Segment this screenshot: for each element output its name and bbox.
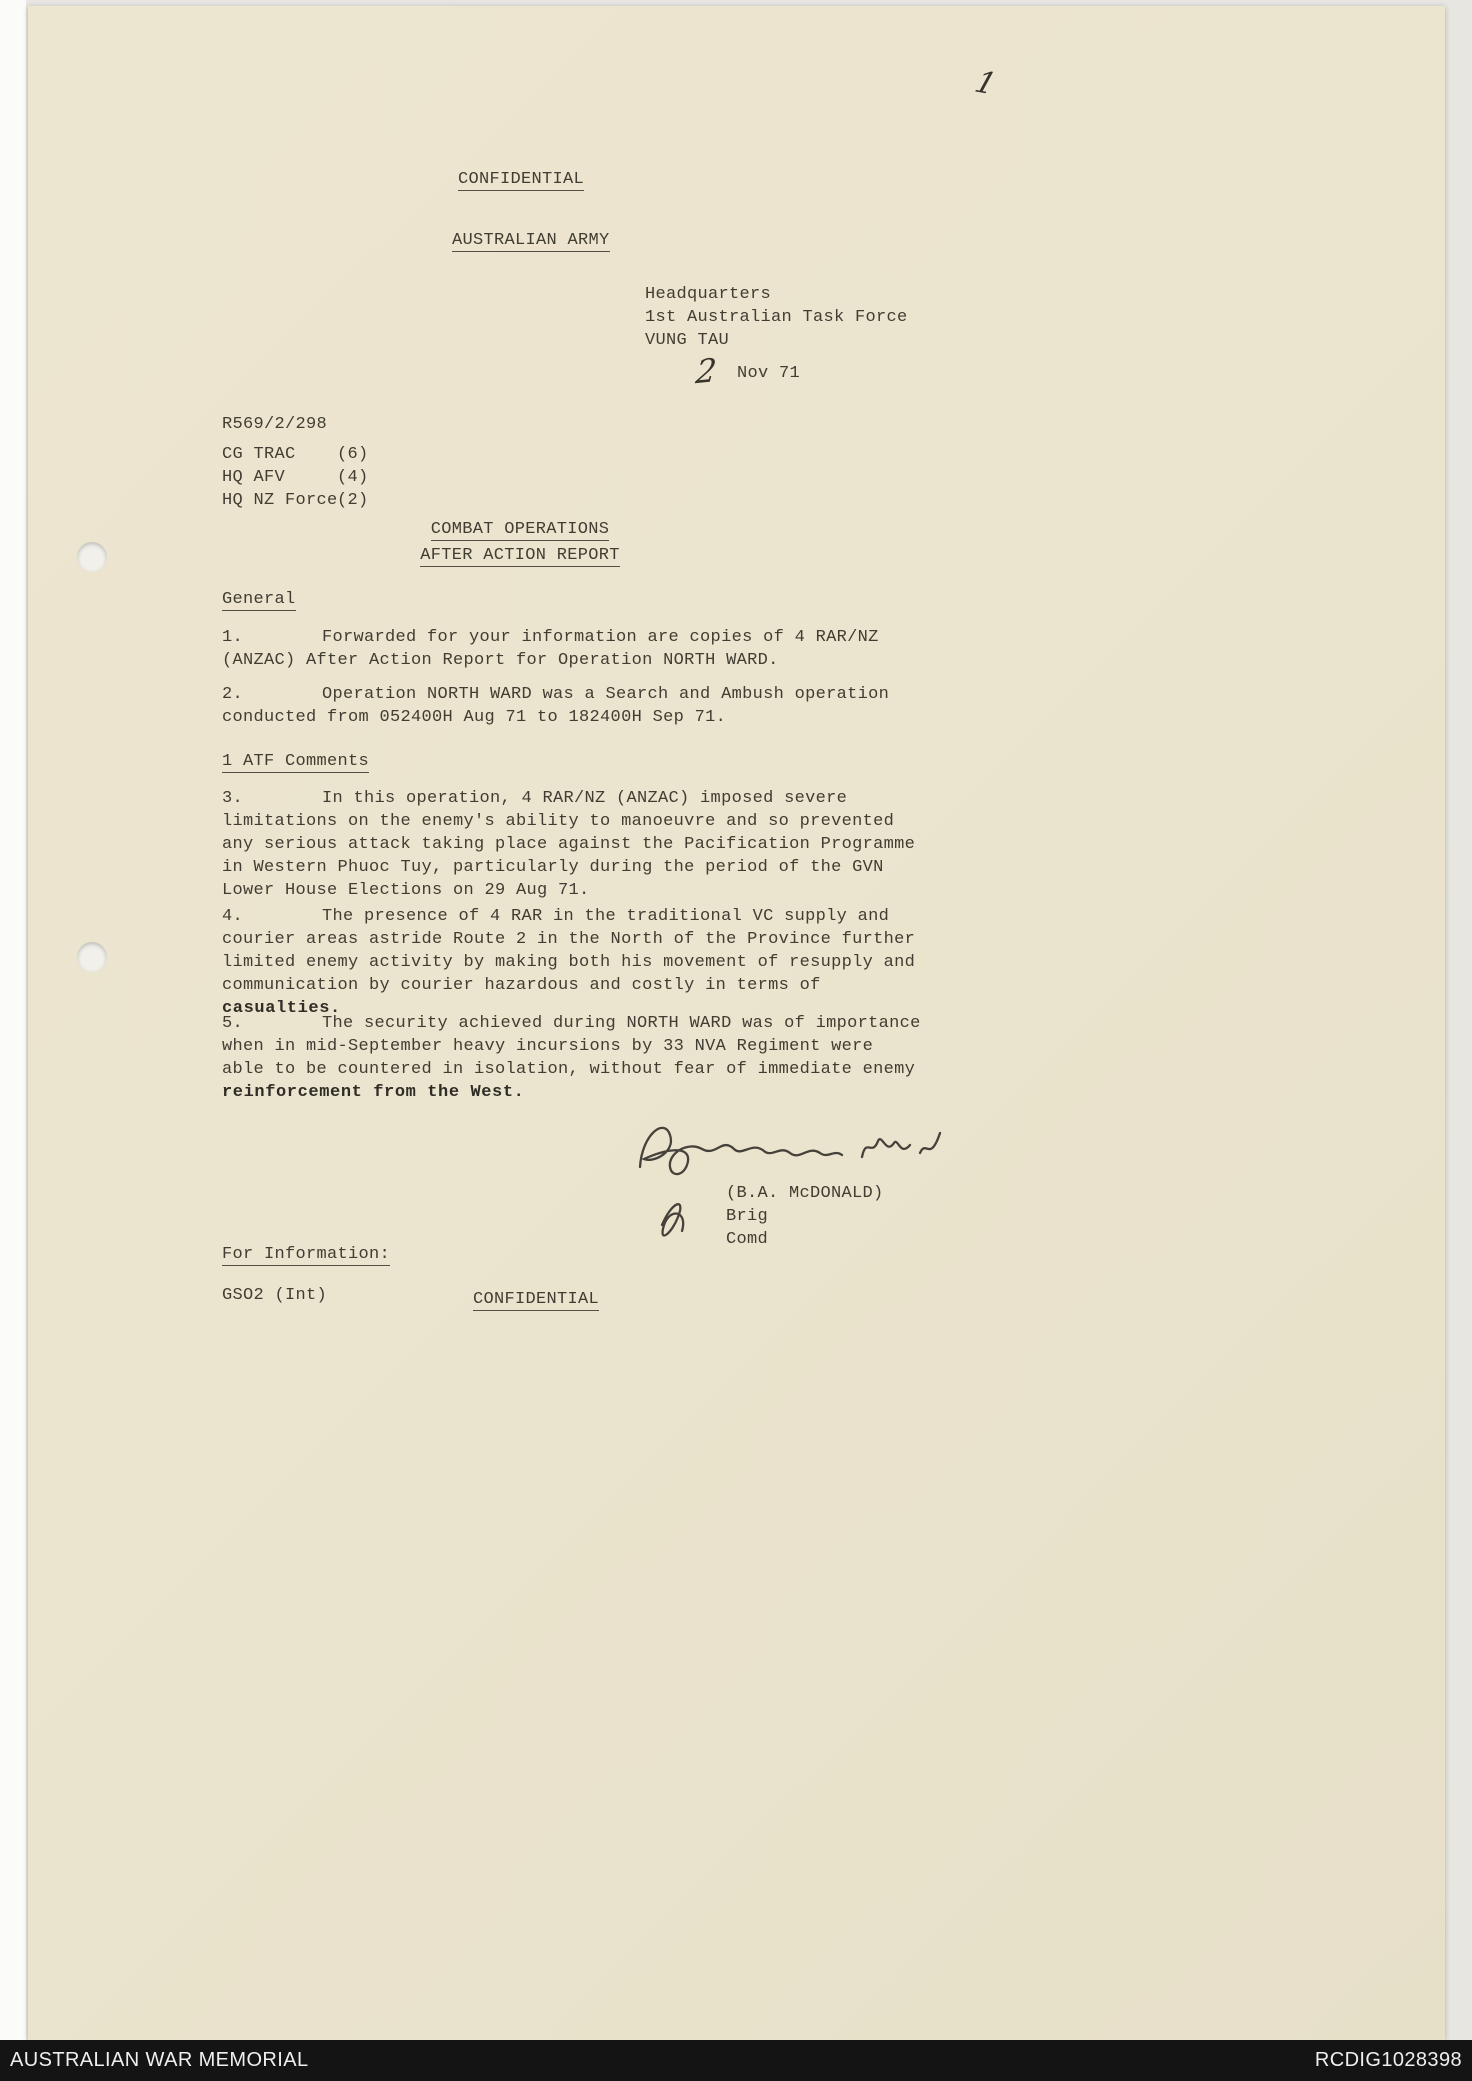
paragraph-text: The presence of 4 RAR in the traditional VC supply and courier areas astride Route 2 in the North of the Province further limited enemy activity by making both his movement of resupply and communication by courier hazardous and costly in terms of (222, 907, 916, 995)
paragraph-body (222, 683, 922, 729)
distribution-row (222, 443, 369, 466)
paragraph-5 (222, 1012, 922, 1104)
paragraph-4 (222, 905, 922, 1020)
distribution-row (222, 466, 369, 489)
document-title (360, 518, 680, 570)
archive-id: RCDIG1028398 (1314, 2049, 1462, 2071)
letterhead-line-3: VUNG TAU (645, 331, 730, 350)
paragraph-text: Forwarded for your information are copies of 4 RAR/NZ (ANZAC) After Action Report for Operation NORTH WARD. (222, 628, 879, 670)
distribution-copies: (2) (337, 491, 369, 510)
paragraph-body (222, 626, 922, 672)
section-heading-general (222, 588, 296, 611)
classification-footer (473, 1288, 599, 1311)
signatory-name: (B.A. McDONALD) (726, 1184, 884, 1203)
signatory-appointment: Comd (726, 1230, 769, 1249)
classification-footer-text: CONFIDENTIAL (473, 1290, 600, 1309)
distribution-unit: HQ NZ Force (222, 491, 338, 510)
letterhead-line-1: Headquarters (645, 285, 772, 304)
paragraph-number: 1. (222, 628, 244, 647)
distribution-unit: HQ AFV (222, 468, 286, 487)
paragraph-bold-text: casualties. (222, 999, 341, 1018)
distribution-copies: (6) (337, 445, 369, 464)
for-information-label (222, 1243, 390, 1266)
army-header-text: AUSTRALIAN ARMY (452, 231, 610, 250)
paragraph-text: In this operation, 4 RAR/NZ (ANZAC) imposed severe limitations on the enemy's ability to manoeuvre and so prevented any serious attack taking place against the Pacification Programme in Western Phuoc Tuy, particularly during the period of the GVN Lower House Elections on 29 Aug 71. (222, 789, 916, 900)
distribution-row (222, 489, 369, 512)
signature-block (726, 1182, 884, 1251)
section-heading-atf-comments (222, 750, 369, 773)
handwritten-page-number: 1 (970, 65, 1001, 102)
handwritten-date-day: 2 (694, 350, 719, 392)
paragraph-2 (222, 683, 922, 729)
distribution-copies: (4) (337, 468, 369, 487)
paragraph-body (222, 787, 922, 902)
paragraph-1 (222, 626, 922, 672)
paragraph-bold-text: reinforcement from the West. (222, 1083, 525, 1102)
signatory-rank: Brig (726, 1207, 769, 1226)
distribution-list (222, 443, 369, 512)
hole-punch-bottom (77, 942, 107, 972)
for-information-value: GSO2 (Int) (222, 1286, 328, 1305)
paragraph-number: 4. (222, 907, 244, 926)
paragraph-body (222, 905, 922, 1020)
archive-name: AUSTRALIAN WAR MEMORIAL (10, 2049, 309, 2071)
hole-punch-top (77, 542, 107, 572)
paragraph-number: 2. (222, 685, 244, 704)
letterhead (645, 283, 908, 352)
document-title-line-2: AFTER ACTION REPORT (420, 546, 620, 565)
classification-header-text: CONFIDENTIAL (458, 170, 585, 189)
reference-number: R569/2/298 (222, 415, 328, 434)
distribution-unit: CG TRAC (222, 445, 296, 464)
for-information-label-text: For Information: (222, 1245, 391, 1264)
army-header (452, 229, 610, 252)
paragraph-body (222, 1012, 922, 1104)
paragraph-number: 5. (222, 1014, 244, 1033)
paragraph-text: The security achieved during NORTH WARD was of importance when in mid-September heavy incursions by 33 NVA Regiment were able to be countered in isolation, without fear of immediate enemy (222, 1014, 921, 1079)
archive-footer-bar (0, 2040, 1472, 2081)
section-heading-general-text: General (222, 590, 296, 609)
letterhead-line-2: 1st Australian Task Force (645, 308, 908, 327)
document-title-line-1: COMBAT OPERATIONS (430, 520, 610, 539)
classification-header (458, 168, 584, 191)
scanner-background-strip (0, 0, 26, 2081)
paragraph-number: 3. (222, 789, 244, 808)
paragraph-text: Operation NORTH WARD was a Search and Ambush operation conducted from 052400H Aug 71 to 182400H Sep 71. (222, 685, 890, 727)
date-text: Nov 71 (737, 364, 801, 383)
section-heading-atf-comments-text: 1 ATF Comments (222, 752, 370, 771)
paragraph-3 (222, 787, 922, 902)
